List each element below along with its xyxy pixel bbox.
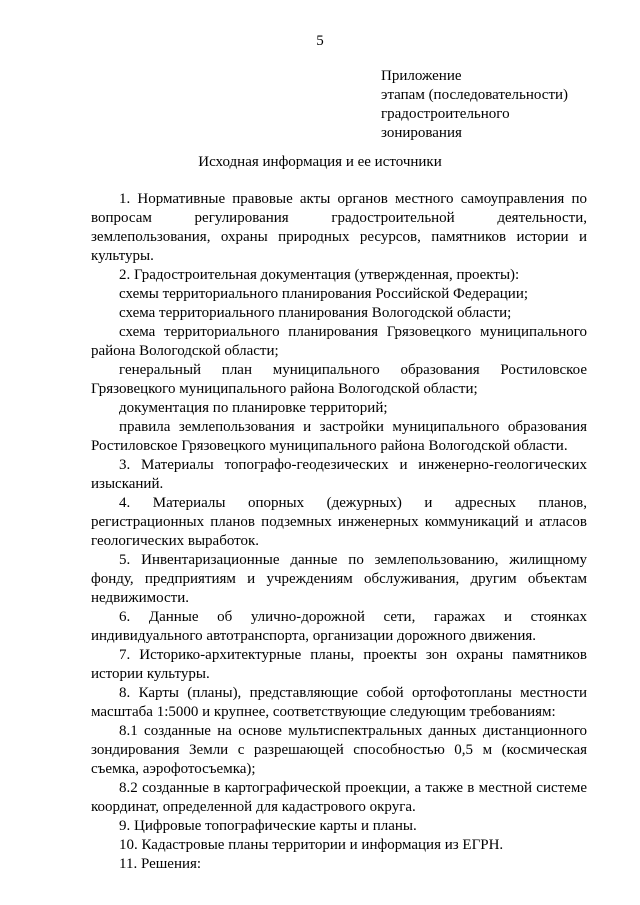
- paragraph-3: 3. Материалы топографо-геодезических и инженерно-геологических изысканий.: [91, 457, 587, 492]
- list-item: схема территориального планирования Грязовецкого муниципального района Вологодской области;: [91, 324, 587, 359]
- page-number: 5: [316, 33, 324, 49]
- list-item: схема территориального планирования Вологодской области;: [119, 305, 512, 321]
- appendix-line: градостроительного: [381, 106, 510, 122]
- paragraph-1: 1. Нормативные правовые акты органов местного самоуправления по вопросам регулирования градостроительной деятельности, землепользования, охраны природных ресурсов, памятников истории и культуры.: [91, 191, 587, 264]
- appendix-header: [381, 67, 568, 143]
- document-body: [91, 190, 587, 874]
- paragraph-9: 9. Цифровые топографические карты и планы.: [119, 818, 417, 834]
- list-item: генеральный план муниципального образования Ростиловское Грязовецкого муниципального района Вологодской области;: [91, 362, 587, 397]
- list-item: схемы территориального планирования Российской Федерации;: [119, 286, 529, 302]
- paragraph-5: 5. Инвентаризационные данные по землепользованию, жилищному фонду, предприятиям и учреждениям обслуживания, другим объектам недвижимости.: [91, 552, 587, 606]
- paragraph-10: 10. Кадастровые планы территории и информация из ЕГРН.: [119, 837, 504, 853]
- appendix-line: зонирования: [381, 125, 462, 141]
- list-item: документация по планировке территорий;: [119, 400, 388, 416]
- paragraph-2: 2. Градостроительная документация (утвержденная, проекты):: [119, 267, 520, 283]
- appendix-line: этапам (последовательности): [381, 87, 569, 103]
- paragraph-8: 8. Карты (планы), представляющие собой ортофотопланы местности масштаба 1:5000 и крупнее, соответствующие следующим требованиям:: [91, 685, 587, 720]
- paragraph-11: 11. Решения:: [119, 856, 202, 872]
- paragraph-8-2: 8.2 созданные в картографической проекции, а также в местной системе координат, определенной для кадастрового округа.: [91, 780, 587, 815]
- paragraph-7: 7. Историко-архитектурные планы, проекты зон охраны памятников истории культуры.: [91, 647, 587, 682]
- section-title: Исходная информация и ее источники: [198, 154, 442, 170]
- list-item: правила землепользования и застройки муниципального образования Ростиловское Грязовецкого муниципального района Вологодской области.: [91, 419, 587, 454]
- paragraph-8-1: 8.1 созданные на основе мультиспектральных данных дистанционного зондирования Земли с разрешающей способностью 0,5 м (космическая съемка, аэрофотосъемка);: [91, 723, 587, 777]
- appendix-line: Приложение: [381, 68, 462, 84]
- paragraph-6: 6. Данные об улично-дорожной сети, гаражах и стоянках индивидуального автотранспорта, организации дорожного движения.: [91, 609, 587, 644]
- paragraph-4: 4. Материалы опорных (дежурных) и адресных планов, регистрационных планов подземных инженерных коммуникаций и атласов геологических выработок.: [91, 495, 587, 549]
